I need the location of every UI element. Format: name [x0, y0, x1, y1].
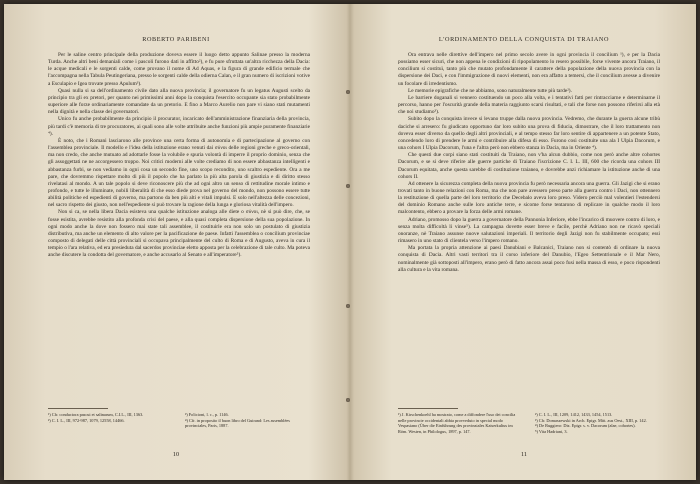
- paragraph: Le barriere doganali si vennero costituendo un poco alla volta, e i tentativi fatti per rintracciarne e determinarne il percorso, hanno per l'oscurità grande della materia raggiunto scarsi risultati, e tali che forse non possono riferirsi alla età che noi studiamo³).: [398, 94, 660, 116]
- paragraph: Ad ottenere la sicurezza completa della nuova provincia fu però necessaria ancora una guerra. Gli Jazigi che si erano trovati tanto in buone relazioni con Roma, ma che non pare avessero preso parte alla guerra contro i Daci, non ottennero la restituzione di quella parte del loro territorio che Decebalo aveva loro preso. Videro perciò mal volentieri l'estendersi del dominio Romano anche sulle loro antiche terre, e sicome forse tentarono di replicare in qualche modo il loro malcontento, ebbero a provare la forza delle armi romane.: [398, 180, 660, 216]
- footnote-rule: [398, 408, 458, 409]
- footnote: ⁵) Vita Hadriani, 3.: [535, 428, 568, 434]
- footnote: ³) Folicioni, l. c., p. 1146.: [185, 412, 229, 417]
- binding-hole: [346, 304, 350, 308]
- body-text: [48, 52, 310, 260]
- paragraph: Che questi due corpi siano stati costituiti da Traiano, non v'ha alcun dubbio, come non però anche altre cohortes Dacorum, e se si deve riferire alle guerre partiche di Traiano l'iscrizione C. I. L. III, 600 che ricorda una cohors III Dacorum equitata, anche questa sarebbe di costituzione traianea, e dovrebbe anzi richiamare la istituzione anche di una cohors II.: [398, 152, 660, 180]
- footnote: ¹) J. Kirschenkoehl ha mostrato, come a diffondere l'uso dei concilia nelle provincie occidentali abbia provveduto in special modo Vespasiano (Über die Einführung des provinziales Kaiserkultus im Röm. Westen, in Philologus, 1897, p. 147.: [398, 412, 516, 434]
- body-text: [398, 52, 660, 274]
- right-page: [352, 4, 696, 480]
- footnotes: [48, 412, 310, 429]
- binding-hole: [346, 90, 350, 94]
- footnote: ⁴) Cfr. in proposito il buon libro del Guirand: Les assemblées provinciales, Paris, 1887.: [185, 417, 290, 429]
- footnote: ³) Cfr. Domaszewski in Arch. Epigr. Mitt. aus Oest., XIII, p. 142.: [535, 417, 647, 423]
- left-page: [4, 4, 348, 480]
- footnote: ¹) Cfr. conductora pascui et salinarum, C.I.L., III, 1363.: [48, 412, 144, 417]
- footnotes: [398, 412, 660, 434]
- paragraph: È noto, che i Romani lasciarono alle province una certa forma di autonomia e di partecipazione al governo con l'assemblea provinciale. Il modello e l'idea della istituzione erano venuti dai σύνοι delle regioni greche e greco-orientali, ma non credo, che anche mutuato ad adottarle fosse la volubile e spuria volontà di imperre il proprio dominio, senza che gli assoggettati ne ne accorgessero troppo. Noi critici moderni alle volte crediamo di non essere abbastanza intelligenti e abbastanza furbi, se non vediamo in ogni cosa un secondo fine, uno scopo recondito, uno scaltro espediente. Ora a me pare, che dovremmo rispettare molto di più il popolo che ha parlato la più alta parola di giustizia e di diritto stesso rivelatasi al mondo. A un tale popolo si deve riconoscere più che ad ogni altro un senso di rettitudine morale intimo e profondo, e tutte le illuminate, nobili liberalità di che esso diede prova nel governo del mondo, non possono essere tutte abilità politiche ed espedienti di governo, ma partono da ben più alti e vitali impulsi. E solo nell'altezza delle concezioni, nel sacro rispetto dei giusto, non nell'espediente si può trovare la ragione della lunga e gloriosa vitalità dell'impero.: [48, 137, 310, 209]
- paragraph: Quasi nulla si sa dell'ordinamento civile dato alla nuova provincia; il governatore fu un legatus Augusti scelto da principio tra gli ex pretori, per quanto nei primissimi anni dopo la conquista l'esercito occupante sia stato probabilmente superiore alle forze ordinariamente comandate da un pretorio. E fino a Marco Aurelio non pare vi siano stati mutamenti nella dignità e nella classe dei governatori.: [48, 87, 310, 116]
- running-header: L'ORDINAMENTO DELLA CONQUISTA DI TRAIANO: [438, 36, 610, 43]
- running-header: ROBERTO PARIBENI: [142, 36, 210, 43]
- footnote-column: [535, 412, 660, 434]
- paragraph: Non si ca, se nella libera Dacia esisteva una qualche istituzione analoga alle diete o σύνοι, nè si può dire, che, se fosse esistita, avrebbe resistito alla profonda crisi del paese, e alla quasi completa dispersione della sua popolazione. In ogni modo anche la dove non fossero mai state tali assemblee, il costituirle era non solo un postulato di giustizia distributiva, ma anche un elemento di alto valore per la pacificazione de paese. Infatti l'assemblea o concilium provinciae composto di delegati delle città provinciali si occupava principalmente del culto di Roma e di Augusto, aveva in cura il tempio o l'ara relativa, ed era presieduta dal sacerdos provinciae eletto apposta per la celebrazione di tale culto. Ma poteva anche discutere la condotta del governatore, e anche accusarlo al Senato e all'imperatore⁵).: [48, 209, 310, 259]
- footnote: ²) C. I. L., III, 972-987, 1079, 12558, 14466.: [48, 417, 125, 423]
- paragraph: Unico fu anche probabilmente da principio il procurator, incaricato dell'amministrazione finanziaria della provincia, più tardi c'è memoria di tre procuratores, ai quali sono alle volte attribuite anche funzioni più ampie puramente finanziarie ⁴).: [48, 116, 310, 137]
- paragraph: Ora entrava nelle direttive dell'impero nel primo secolo avere in ogni provincia il concilium ¹), e per la Dacia possiamo esser sicuri, che non appena le condizioni di ripopolamento lo resero possibile, forse vivente ancora Traiano, il concilium si costituì, tanto più che mutato profondamente il carattere della popolazione della nuova provincia con la dispersione dei Daci, e con l'immigrazione di nuovi elementi, non era affatto a temersi, che il concilium avesse a divenire un focolare di irredentismo.: [398, 52, 660, 87]
- footnote: ²) C. I. L., III, 1209, 1412, 1433, 1454, 1513.: [535, 412, 613, 417]
- page-number: 10: [172, 451, 180, 458]
- paragraph: Per le saline centro principale della produzione doveva essere il luogo detto appunto Salinae presso la moderna Turda. Anche altri beni demaniali come i pascoli furono dati in affitto²), e fu pure sfruttata un'altra ricchezza della Dacia: le acque medicali e le sorgenti calde, come provano il nome di Ad Aquas, e la figura di grande edificio termale che l'accompagna nella Tabula Peutingeriana, presso le sorgenti calde della odierna Calan, e il gran numero di iscrizioni votive a Esculapio e Igea trovate presso Apulum³).: [48, 52, 310, 87]
- page-number: 11: [521, 451, 527, 458]
- book-spread: [4, 4, 696, 480]
- paragraph: Ma portata la propria attenzione ai paesi Danubiani e Balcanici, Traiano non si contentò di ordinare la nuova conquista di Dacia. Altri vasti territori tra il corso inferiore del Danubio, l'Egeo Settentrionale e il Mar Nero, nominalmente già sottoposti all'impero, erano però di fatto ancora assai poco fusi nella massa di esso, e poco rispondenti alla cultura e la vita romana.: [398, 245, 660, 273]
- binding-hole: [346, 184, 350, 188]
- footnote: ⁴) De Ruggiero: Diz. Epigr. s. v. Dacorum (alae, cohortes).: [535, 423, 636, 429]
- paragraph: Adriano, promosso dopo la guerra a governatore della Pannonia Inferiore, ebbe l'incarico di muovere contro di loro, e senza molta difficoltà li vinse⁵). La campagna dovette esser breve e facile, perchè Adriano non ne ricavò speciali onoranze, nè Traiano assunse nuove salutazioni imperiali. Il territorio degli Jazigi non fu stabilmente occupato; essi rimasero in uno stato di clientela verso l'impero romano.: [398, 216, 660, 245]
- footnote-rule: [48, 408, 108, 409]
- paragraph: Subito dopo la conquista invece si levano truppe dalla nuova provincia. Vedremo, che durante la guerra alcune tribù daciche si arresero: fu giudicato opportuno dar loro subito una prova di fiducia, dimostrare, che il loro trattamento non doveva esser diverso da quello degli altri provinciali, e al tempo stesso far loro sentire di appartenere a un potente Stato, concedendo loro di prendere le armi e contribuire alla difesa di esso. Furono così costituite una ala I Ulpia Dacorum, e una cohors I Ulpia Dacorum, l'una e l'altra però non ebbero stanza in Dacia, ma in Oriente ⁴).: [398, 116, 660, 152]
- paragraph: Le memorie epigrafiche che ne abbiamo, sono naturalmente tutte più tarde²).: [408, 87, 572, 94]
- binding-hole: [346, 398, 350, 402]
